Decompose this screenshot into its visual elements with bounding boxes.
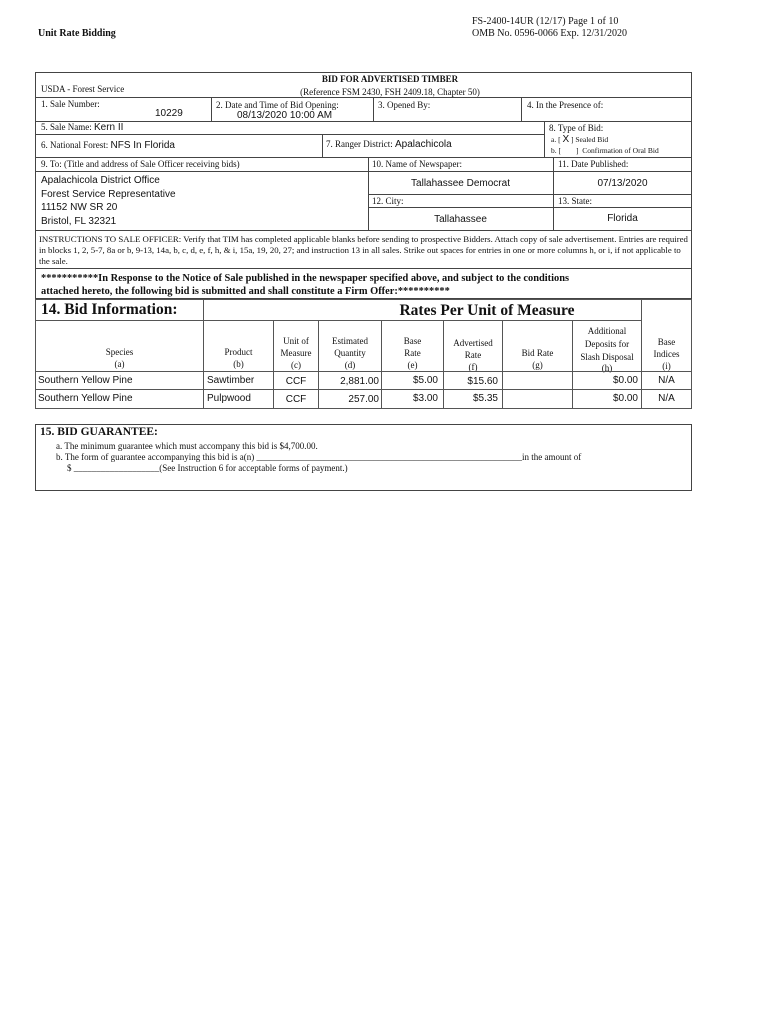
divider xyxy=(544,121,545,158)
column-header-slash-disposal xyxy=(572,320,642,372)
quantity-cell[interactable]: 2,881.00 xyxy=(318,371,382,390)
unit-cell[interactable]: CCF xyxy=(273,371,319,390)
state-label: 13. State: xyxy=(558,196,592,206)
divider xyxy=(211,97,212,121)
state-field[interactable]: Florida xyxy=(607,213,638,224)
column-header-letter: (c) xyxy=(291,360,301,370)
base-indices-cell[interactable]: N/A xyxy=(641,371,692,390)
divider xyxy=(368,207,692,208)
column-header-text: Estimated xyxy=(332,336,368,346)
instructions-text: INSTRUCTIONS TO SALE OFFICER: Verify that TIM has completed applicable blanks before sending to prospective Bidders. Attach copy of sale advertisement. Entries are required in blocks 1, 2, 5-7, 8a or b, 9-13, 14a, b, c, d, e, f, h, & i, 15a, 19, 20, 27; and instruction 13 in all sales. Strike out spaces for entries in one or more columns h, or i, if not applicable to the sale. xyxy=(39,234,688,266)
column-header-letter: (g) xyxy=(532,360,543,370)
ranger-label: 7. Ranger District: xyxy=(326,139,393,149)
column-header-base-rate xyxy=(381,320,444,372)
rates-title: Rates Per Unit of Measure xyxy=(399,302,575,319)
newspaper-field[interactable]: Tallahassee Democrat xyxy=(411,178,510,189)
divider xyxy=(35,134,545,135)
column-header-text: Quantity xyxy=(334,348,366,358)
date-published-label: 11. Date Published: xyxy=(558,159,629,169)
sale-number-field[interactable]: 10229 xyxy=(155,108,183,119)
agency-label: USDA - Forest Service xyxy=(41,84,125,94)
bid-open-field[interactable]: 08/13/2020 10:00 AM xyxy=(237,110,333,121)
column-header-advertised-rate xyxy=(443,320,503,372)
sale-name-field[interactable]: Kern II xyxy=(94,122,124,133)
column-header-base-indices xyxy=(641,299,692,372)
column-header-text: Deposits for xyxy=(584,339,630,349)
form-reference: (Reference FSM 2430, FSH 2409.18, Chapter 50) xyxy=(300,87,480,97)
column-header-letter: (e) xyxy=(407,360,418,370)
column-header-quantity xyxy=(318,320,382,372)
newspaper-label: 10. Name of Newspaper: xyxy=(372,159,462,169)
divider xyxy=(373,97,374,121)
bid-type-a-prefix: a. [ xyxy=(551,135,561,144)
column-header-text: Additional xyxy=(587,326,627,336)
sealed-bid-checkbox[interactable]: X xyxy=(562,134,570,145)
address-line: Bristol, FL 32321 xyxy=(41,215,117,227)
sale-name-label: 5. Sale Name: xyxy=(41,122,92,132)
omb-number: OMB No. 0596-0066 Exp. 12/31/2020 xyxy=(472,28,627,39)
national-forest-field[interactable]: NFS In Florida xyxy=(110,140,175,151)
column-header-text: Rate xyxy=(404,348,421,358)
ranger-row xyxy=(326,139,452,151)
column-header-text: Advertised xyxy=(453,338,493,348)
guarantee-amount-field[interactable]: $ ___________________(See Instruction 6 for acceptable forms of payment.) xyxy=(67,463,348,473)
city-field[interactable]: Tallahassee xyxy=(434,214,487,225)
column-header-letter: (i) xyxy=(662,361,671,371)
form-title: BID FOR ADVERTISED TIMBER xyxy=(321,74,459,84)
column-header-text: Bid Rate xyxy=(521,348,554,358)
column-header-letter: (d) xyxy=(344,360,356,370)
column-header-text: Measure xyxy=(280,348,312,358)
column-header-text: Product xyxy=(224,347,253,357)
guarantee-title: 15. BID GUARANTEE: xyxy=(40,426,158,438)
divider xyxy=(35,230,692,231)
opened-by-label: 3. Opened By: xyxy=(378,100,431,110)
divider xyxy=(368,194,692,195)
national-forest-row xyxy=(41,140,175,152)
advertised-rate-cell[interactable]: $5.35 xyxy=(443,389,503,409)
column-header-letter: (h) xyxy=(601,363,613,373)
sale-name-row xyxy=(41,122,123,134)
column-header-bid-rate xyxy=(502,320,573,372)
bid-rate-input[interactable] xyxy=(502,389,573,409)
guarantee-minimum: a. The minimum guarantee which must accompany this bid is $4,700.00. xyxy=(56,441,318,451)
advertised-rate-cell[interactable]: $15.60 xyxy=(443,371,503,390)
species-cell[interactable]: Southern Yellow Pine xyxy=(35,371,204,390)
quantity-cell[interactable]: 257.00 xyxy=(318,389,382,409)
column-header-text: Indices xyxy=(653,349,680,359)
divider xyxy=(322,134,323,158)
ranger-field[interactable]: Apalachicola xyxy=(395,139,452,150)
address-line: 11152 NW SR 20 xyxy=(41,202,118,213)
column-header-product xyxy=(203,320,274,372)
bid-open-label: 2. Date and Time of Bid Opening: xyxy=(216,100,339,110)
bid-type-b[interactable]: b. [ ] Confirmation of Oral Bid xyxy=(551,146,659,155)
presence-label: 4. In the Presence of: xyxy=(527,100,604,110)
divider xyxy=(521,97,522,121)
header-title: Unit Rate Bidding xyxy=(38,28,116,39)
bid-info-title: 14. Bid Information: xyxy=(41,301,178,318)
base-rate-cell[interactable]: $5.00 xyxy=(381,371,444,390)
unit-cell[interactable]: CCF xyxy=(273,389,319,409)
bid-rate-input[interactable] xyxy=(502,371,573,390)
sale-officer-address[interactable] xyxy=(41,174,176,228)
slash-disposal-cell[interactable]: $0.00 xyxy=(572,371,642,390)
bid-type-label: 8. Type of Bid: xyxy=(549,123,604,133)
divider xyxy=(35,97,692,98)
column-header-text: Species xyxy=(105,347,134,357)
city-label: 12. City: xyxy=(372,196,404,206)
response-line: attached hereto, the following bid is submitted and shall constitute a Firm Offer:********** xyxy=(41,286,450,297)
divider xyxy=(35,121,692,122)
date-published-field[interactable]: 07/13/2020 xyxy=(597,178,648,189)
bid-type-a[interactable] xyxy=(551,135,608,145)
column-header-text: Unit of xyxy=(283,336,309,346)
to-label: 9. To: (Title and address of Sale Officer receiving bids) xyxy=(41,159,240,169)
address-line: Apalachicola District Office xyxy=(41,175,160,186)
product-cell[interactable]: Pulpwood xyxy=(203,389,274,409)
address-line: Forest Service Representative xyxy=(41,188,176,200)
product-cell[interactable]: Sawtimber xyxy=(203,371,274,390)
column-header-text: Base xyxy=(657,337,676,347)
sale-number-label: 1. Sale Number: xyxy=(41,99,100,109)
response-line: ***********In Response to the Notice of Sale published in the newspaper specified above, and subject to the conditions xyxy=(41,273,570,284)
base-rate-cell[interactable]: $3.00 xyxy=(381,389,444,409)
national-forest-label: 6. National Forest: xyxy=(41,140,109,150)
column-header-text: Slash Disposal xyxy=(580,352,634,362)
column-header-letter: (f) xyxy=(468,362,478,372)
guarantee-form-field[interactable]: b. The form of guarantee accompanying this bid is a(n) ___________________________________________________________in the amount of xyxy=(56,452,582,462)
divider xyxy=(35,171,692,172)
species-cell[interactable]: Southern Yellow Pine xyxy=(35,389,204,409)
column-header-letter: (b) xyxy=(233,359,244,369)
divider xyxy=(35,157,692,158)
slash-disposal-cell[interactable]: $0.00 xyxy=(572,389,642,409)
column-header-text: Rate xyxy=(464,350,482,360)
column-header-letter: (a) xyxy=(114,359,125,369)
column-header-unit xyxy=(273,320,319,372)
divider xyxy=(35,268,692,269)
column-header-text: Base xyxy=(403,336,422,346)
form-id: FS-2400-14UR (12/17) Page 1 of 10 xyxy=(472,16,619,27)
bid-type-a-suffix: ] Sealed Bid xyxy=(571,135,609,144)
base-indices-cell[interactable]: N/A xyxy=(641,389,692,409)
column-header-species xyxy=(35,320,204,372)
